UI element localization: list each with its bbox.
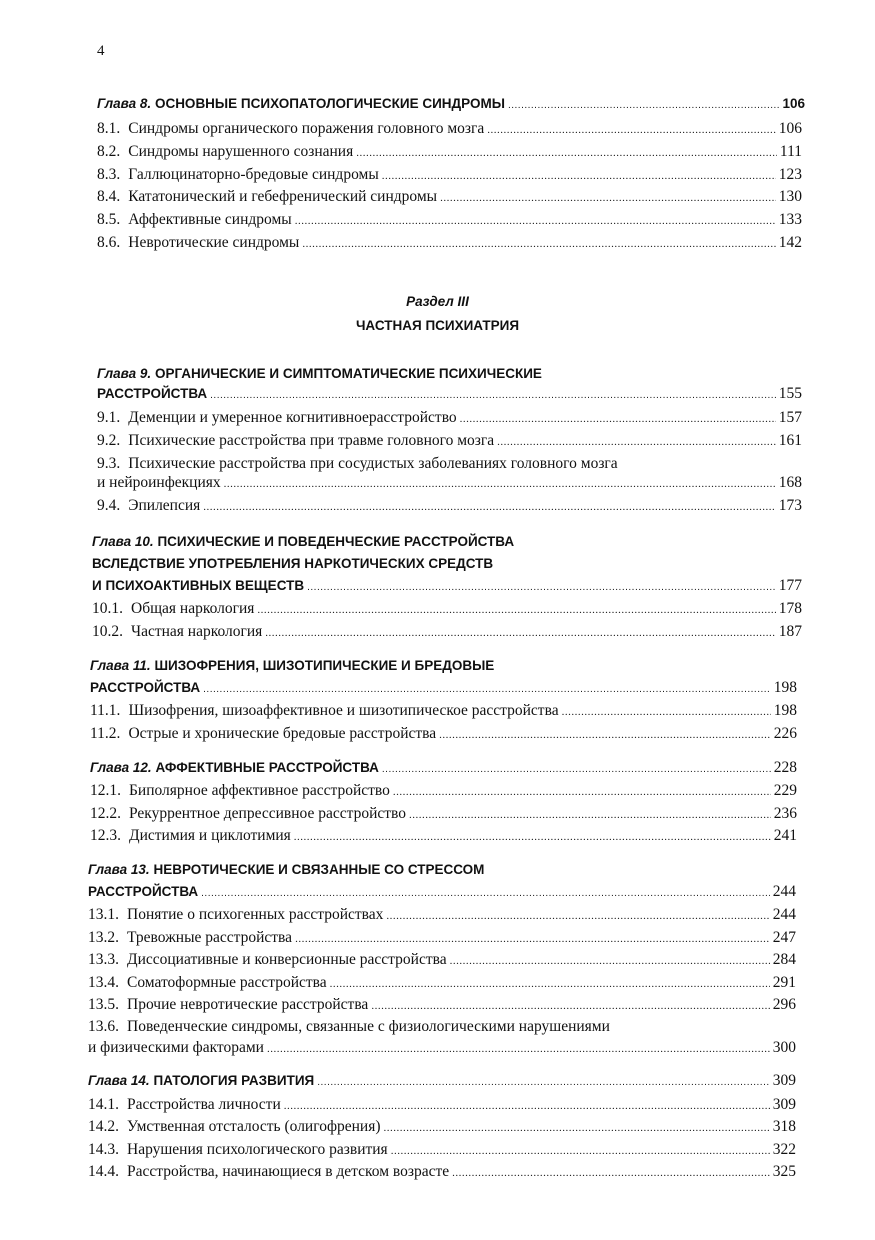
toc-entry-9-3-line1[interactable]: 9.3. Психические расстройства при сосудистых заболеваниях головного мозга (97, 455, 618, 472)
chapter-11-page: 198 (773, 679, 797, 696)
toc-entry-8-6[interactable]: 8.6. Невротические синдромы ..... 142 (97, 233, 802, 254)
chapter-11-title-line2: РАССТРОЙСТВА (90, 680, 201, 695)
chapter-9-title-line1: ОРГАНИЧЕСКИЕ И СИМПТОМАТИЧЕСКИЕ ПСИХИЧЕСКИЕ (154, 366, 542, 381)
chapter-9-title-line2: РАССТРОЙСТВА (97, 386, 208, 401)
section-label: Раздел III (406, 294, 469, 309)
toc-entry-13-6-line1[interactable]: 13.6. Поведенческие синдромы, связанные с физиологическими нарушениями (88, 1018, 610, 1035)
toc-entry-12-3[interactable]: 12.3. Дистимия и циклотимия ..... 241 (90, 826, 797, 847)
chapter-8-heading[interactable] (97, 95, 805, 115)
toc-entry-9-1[interactable]: 9.1. Деменции и умеренное когнитивноерасстройство ..... 157 (97, 408, 802, 429)
toc-entry-13-1[interactable]: 13.1. Понятие о психогенных расстройствах ..... 244 (88, 905, 796, 926)
chapter-8-page: 106 (782, 96, 805, 111)
toc-entry-8-1[interactable]: 8.1. Синдромы органического поражения головного мозга ..... 106 (97, 119, 802, 140)
toc-entry-14-1[interactable]: 14.1. Расстройства личности ..... 309 (88, 1095, 796, 1116)
toc-entry-13-2[interactable]: 13.2. Тревожные расстройства ..... 247 (88, 928, 796, 949)
chapter-13-title-line1: НЕВРОТИЧЕСКИЕ И СВЯЗАННЫЕ СО СТРЕССОМ (153, 862, 485, 877)
toc-entry-8-5[interactable]: 8.5. Аффективные синдромы ..... 133 (97, 210, 802, 231)
chapter-10-heading-line2[interactable] (92, 555, 493, 573)
chapter-11-heading-line2[interactable] (90, 679, 797, 699)
chapter-10-page: 177 (778, 577, 802, 594)
toc-entry-9-2[interactable]: 9.2. Психические расстройства при травме головного мозга ..... 161 (97, 431, 802, 452)
toc-entry-10-1[interactable]: 10.1. Общая наркология ..... 178 (92, 599, 802, 620)
toc-entry-13-3[interactable]: 13.3. Диссоциативные и конверсионные расстройства ..... 284 (88, 950, 796, 971)
chapter-12-prefix: Глава 12. (90, 760, 152, 775)
toc-entry-12-1[interactable]: 12.1. Биполярное аффективное расстройство ..... 229 (90, 781, 797, 802)
chapter-9-heading-line2[interactable] (97, 385, 802, 405)
chapter-13-heading-line1[interactable] (88, 861, 484, 879)
chapter-13-title-line2: РАССТРОЙСТВА (88, 884, 199, 899)
toc-entry-9-3-line2[interactable]: и нейроинфекциях ..... 168 (97, 473, 802, 494)
chapter-14-title: ПАТОЛОГИЯ РАЗВИТИЯ (153, 1073, 315, 1088)
chapter-14-page: 309 (772, 1072, 796, 1089)
toc-entry-14-3[interactable]: 14.3. Нарушения психологического развития ..... 322 (88, 1140, 796, 1161)
chapter-9-prefix: Глава 9. (97, 366, 152, 381)
section-title: ЧАСТНАЯ ПСИХИАТРИЯ (355, 318, 520, 333)
toc-entry-13-6-line2[interactable]: и физическими факторами ..... 300 (88, 1038, 796, 1059)
chapter-14-prefix: Глава 14. (88, 1073, 150, 1088)
chapter-13-prefix: Глава 13. (88, 862, 150, 877)
chapter-14-heading[interactable] (88, 1072, 796, 1092)
toc-entry-8-3[interactable]: 8.3. Галлюцинаторно-бредовые синдромы ..... 123 (97, 165, 802, 186)
chapter-13-heading-line2[interactable] (88, 883, 796, 903)
chapter-10-title-line3: И ПСИХОАКТИВНЫХ ВЕЩЕСТВ (92, 578, 305, 593)
toc-entry-11-1[interactable]: 11.1. Шизофрения, шизоаффективное и шизотипическое расстройства ..... 198 (90, 701, 797, 722)
toc-entry-11-2[interactable]: 11.2. Острые и хронические бредовые расстройства ..... 226 (90, 724, 797, 745)
chapter-10-title-line2: ВСЛЕДСТВИЕ УПОТРЕБЛЕНИЯ НАРКОТИЧЕСКИХ СРЕДСТВ (92, 556, 494, 571)
toc-entry-9-4[interactable]: 9.4. Эпилепсия ..... 173 (97, 496, 802, 517)
toc-entry-8-4[interactable]: 8.4. Кататонический и гебефренический синдромы ..... 130 (97, 187, 802, 208)
toc-entry-14-4[interactable]: 14.4. Расстройства, начинающиеся в детском возрасте ..... 325 (88, 1162, 796, 1183)
chapter-12-heading[interactable] (90, 759, 797, 779)
chapter-10-heading-line3[interactable] (92, 577, 802, 597)
toc-entry-10-2[interactable]: 10.2. Частная наркология ..... 187 (92, 622, 802, 643)
toc-entry-13-5[interactable]: 13.5. Прочие невротические расстройства ..... 296 (88, 995, 796, 1016)
page-number: 4 (97, 43, 105, 59)
chapter-8-prefix: Глава 8. (97, 96, 152, 111)
chapter-10-heading-line1[interactable] (92, 533, 514, 551)
chapter-9-heading-line1[interactable] (97, 365, 542, 383)
chapter-11-prefix: Глава 11. (90, 658, 151, 673)
toc-entry-14-2[interactable]: 14.2. Умственная отсталость (олигофрения) ..... 318 (88, 1117, 796, 1138)
chapter-11-title-line1: ШИЗОФРЕНИЯ, ШИЗОТИПИЧЕСКИЕ И БРЕДОВЫЕ (154, 658, 495, 673)
toc-entry-8-2[interactable]: 8.2. Синдромы нарушенного сознания ..... 111 (97, 142, 802, 163)
chapter-8-title: ОСНОВНЫЕ ПСИХОПАТОЛОГИЧЕСКИЕ СИНДРОМЫ (154, 96, 505, 111)
chapter-12-page: 228 (773, 759, 797, 776)
chapter-10-title-line1: ПСИХИЧЕСКИЕ И ПОВЕДЕНЧЕСКИЕ РАССТРОЙСТВА (157, 534, 515, 549)
chapter-11-heading-line1[interactable] (90, 657, 494, 675)
chapter-12-title: АФФЕКТИВНЫЕ РАССТРОЙСТВА (155, 760, 379, 775)
toc-entry-13-4[interactable]: 13.4. Соматоформные расстройства ..... 291 (88, 973, 796, 994)
toc-entry-12-2[interactable]: 12.2. Рекуррентное депрессивное расстройство ..... 236 (90, 804, 797, 825)
chapter-9-page: 155 (778, 385, 802, 402)
chapter-10-prefix: Глава 10. (92, 534, 154, 549)
chapter-13-page: 244 (772, 883, 796, 900)
